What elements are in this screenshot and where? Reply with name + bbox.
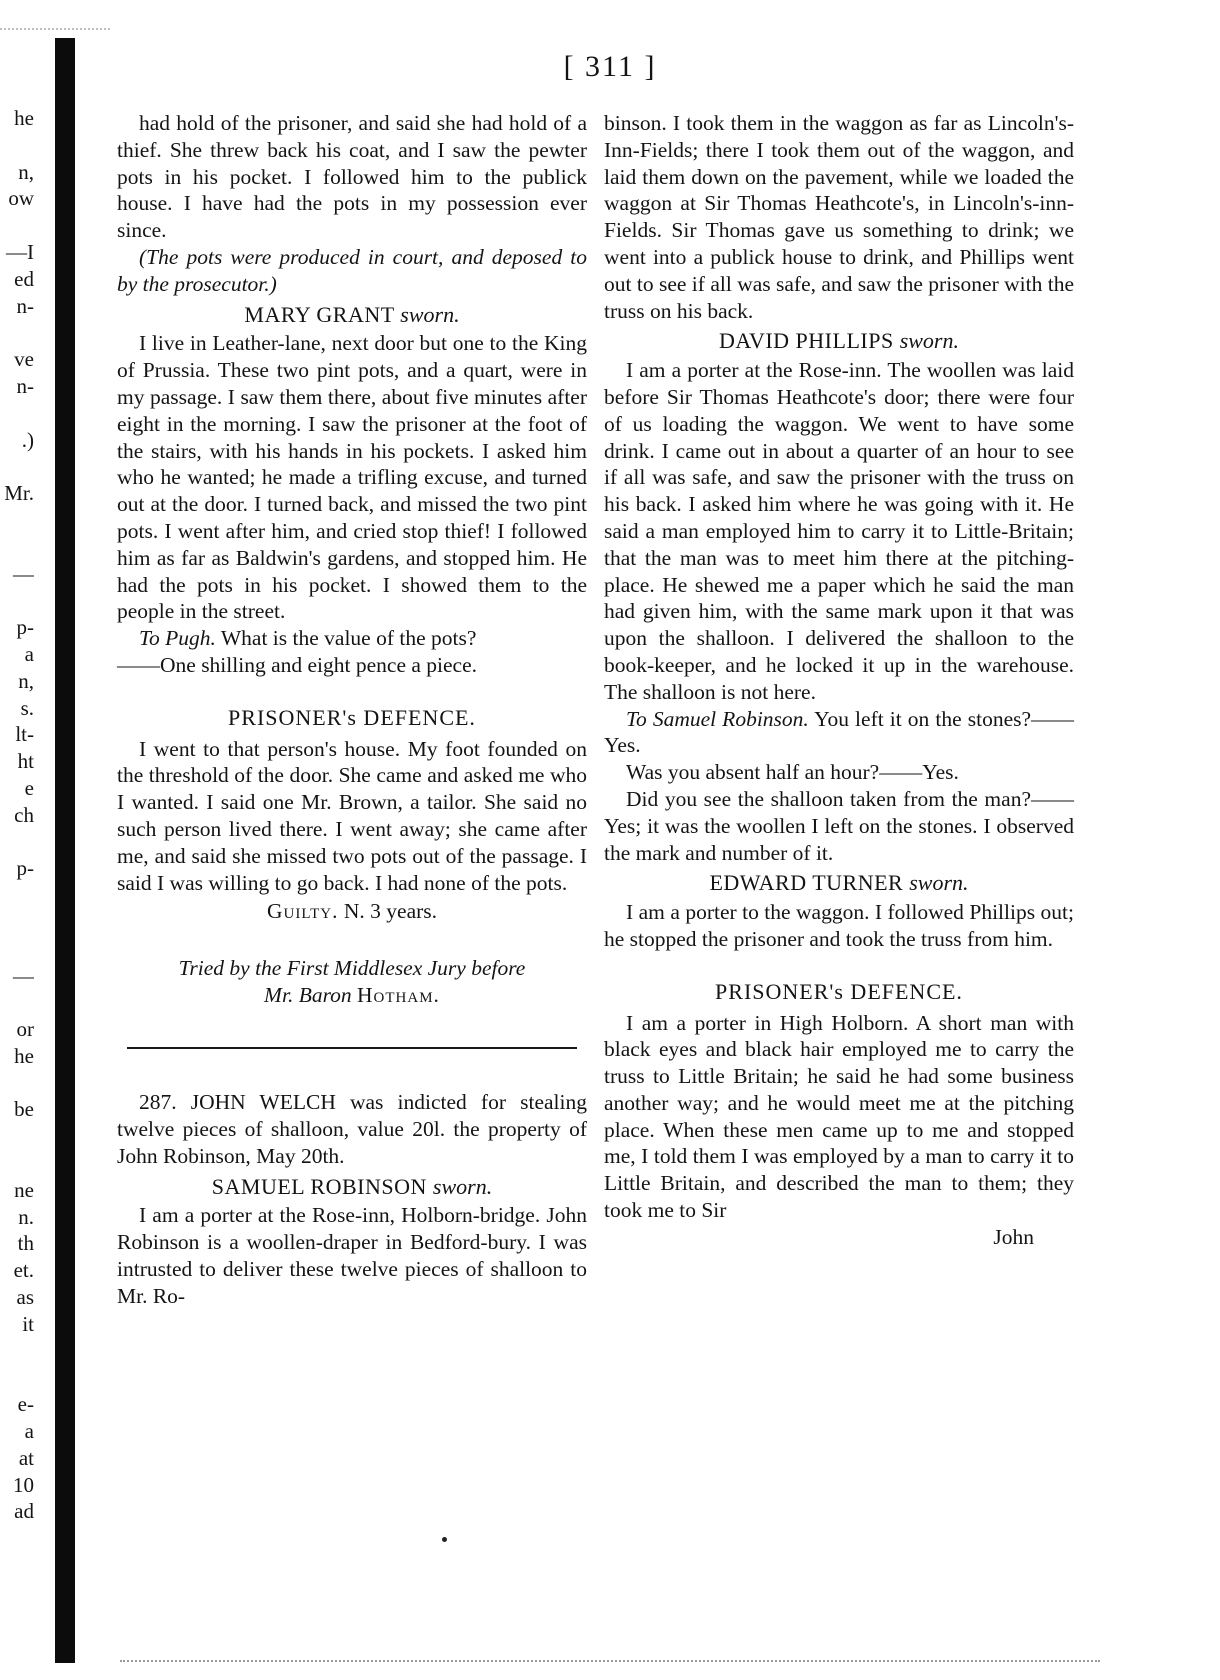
gutter-fragment: s.	[20, 695, 34, 720]
question	[604, 706, 1074, 760]
gutter-fragment	[0, 1338, 34, 1365]
question-lead: To Samuel Robinson.	[626, 706, 809, 731]
question-text: You left it on the stones?——Yes.	[604, 706, 1075, 758]
question-text: What is the value of the pots?	[220, 626, 477, 651]
gutter-fragment: ht	[17, 749, 34, 774]
sentence: N. 3 years.	[343, 899, 438, 924]
ink-dot	[442, 1537, 447, 1542]
gutter-fragment: ne	[14, 1177, 34, 1202]
tried-by	[117, 955, 587, 1009]
answer: ——One shilling and eight pence a piece.	[117, 652, 478, 677]
question-lead: To Pugh.	[139, 626, 216, 651]
gutter-fragment: Mr.	[4, 481, 34, 506]
gutter-fragment	[0, 212, 34, 239]
gutter-fragment: a	[24, 641, 34, 666]
testimony: I live in Leather-lane, next door but one to the King of Prussia. These two pint pots, and a quart, were in my passage. I saw them there, about five minutes after eight in the morning. I saw the prisoner at the foot of the stairs, with his hands in his pockets. I asked him who he wanted; he made a trifling excuse, and turned out at the door. I turned back, and missed the two pint pots. I went after him, and cried stop thief! I followed him as far as Baldwin's gardens, and stopped him. He had the pots in his pocket. I showed them to the people in the street.	[117, 331, 587, 624]
tried-line	[117, 982, 587, 1009]
gutter-fragment: or	[16, 1017, 34, 1042]
witness-name: EDWARD TURNER	[709, 870, 904, 896]
testimony: I am a porter to the waggon. I followed Phillips out; he stopped the prisoner and took the truss from him.	[604, 900, 1074, 951]
witness-heading	[604, 870, 1074, 897]
gutter-fragment: a	[24, 1419, 34, 1444]
adjacent-page-gutter	[0, 105, 34, 1525]
right-column	[604, 110, 1074, 1251]
left-column	[117, 110, 587, 1309]
gutter-fragment	[0, 989, 34, 1016]
gutter-fragment: at	[18, 1445, 34, 1470]
defence-heading: PRISONER's DEFENCE.	[715, 978, 963, 1004]
gutter-fragment: e-	[17, 1392, 34, 1417]
gutter-fragment: n.	[18, 1204, 34, 1229]
sworn-label: sworn.	[909, 870, 969, 896]
paragraph: had hold of the prisoner, and said she had hold of a thief. She threw back his coat, and I saw the pewter pots in his pocket. I followed him to the publick house. I have had the pots in my possession ever since.	[117, 111, 587, 243]
sworn-label: sworn.	[899, 328, 959, 354]
sworn-label: sworn.	[432, 1173, 493, 1199]
gutter-fragment: —I	[6, 239, 34, 264]
gutter-fragment: p-	[16, 856, 34, 881]
gutter-fragment	[0, 1070, 34, 1097]
gutter-fragment: he	[14, 106, 34, 130]
gutter-fragment	[0, 453, 34, 480]
gutter-fragment	[0, 534, 34, 561]
sworn-label: sworn.	[400, 301, 460, 327]
gutter-fragment: 10	[13, 1472, 34, 1497]
gutter-fragment	[0, 132, 34, 159]
gutter-fragment: ad	[14, 1499, 34, 1524]
gutter-fragment: —	[13, 561, 34, 586]
gutter-fragment	[0, 882, 34, 909]
catchword: John	[993, 1224, 1034, 1249]
verdict-word: Guilty.	[266, 899, 339, 924]
witness-name: SAMUEL ROBINSON	[211, 1173, 427, 1199]
gutter-fragment: be	[14, 1097, 34, 1122]
gutter-fragment	[0, 829, 34, 856]
defendant-name: JOHN WELCH	[190, 1090, 336, 1115]
defence-text: I am a porter in High Holborn. A short man with black eyes and black hair employed me to carry the truss to Little Britain; he said he had some business another way; and he would meet me at the pitching place. When these men came up to me and stopped me, I told them I was employed by a man to carry it to Little Britain, and described the man to them; they took me to Sir	[604, 1010, 1074, 1223]
case-number: 287.	[139, 1090, 177, 1115]
witness-heading	[604, 328, 1074, 355]
gutter-fragment: ch	[14, 802, 34, 827]
gutter-fragment: th	[17, 1231, 34, 1256]
gutter-fragment	[0, 1364, 34, 1391]
witness-heading	[117, 302, 587, 329]
gutter-fragment	[0, 1150, 34, 1177]
gutter-fragment: n,	[18, 159, 34, 184]
gutter-fragment: n,	[18, 668, 34, 693]
witness-heading	[117, 1174, 587, 1201]
defence-text: I went to that person's house. My foot founded on the threshold of the door. She came and asked me who I wanted. I said one Mr. Brown, a tailor. She said no such person lived there. I went away; she came after me, and said she missed two pots out of the passage. I said I was willing to go back. I had none of the pots.	[117, 736, 587, 895]
scan-noise-bottom	[120, 1660, 1100, 1662]
testimony: I am a porter at the Rose-inn, Holborn-bridge. John Robinson is a woollen-draper in Bedford-bury. I was intrusted to deliver these twelve pieces of shalloon to Mr. Ro-	[117, 1203, 587, 1308]
judge-name: Hotham.	[357, 983, 440, 1008]
gutter-fragment: —	[13, 963, 34, 988]
judge-title: Mr. Baron	[264, 983, 352, 1008]
defence-heading: PRISONER's DEFENCE.	[228, 704, 476, 730]
gutter-fragment: p-	[16, 615, 34, 640]
testimony: I am a porter at the Rose-inn. The woollen was laid before Sir Thomas Heathcote's door; there were four of us loading the waggon. We went to have some drink. I came out in about a quarter of an hour to see if all was safe, and saw the prisoner with the truss on his back. I asked him where he was going with it. He said a man employed him to carry it to Little-Britain; that the man was to meet him there at the pitching-place. He shewed me a paper which he said the man had given him, with the same mark upon it that was upon the shalloon. I delivered the shalloon to the book-keeper, and he locked it up in the warehouse. The shalloon is not here.	[604, 358, 1074, 704]
gutter-fragment: it	[22, 1311, 34, 1336]
gutter-fragment: he	[14, 1043, 34, 1068]
witness-name: DAVID PHILLIPS	[719, 328, 894, 354]
section-divider	[127, 1047, 577, 1049]
question	[117, 625, 587, 652]
gutter-fragment: ed	[14, 266, 34, 291]
gutter-fragment: .)	[21, 427, 34, 452]
gutter-fragment	[0, 507, 34, 534]
gutter-fragment: n-	[16, 293, 34, 318]
gutter-fragment	[0, 400, 34, 427]
gutter-fragment	[0, 1123, 34, 1150]
tried-line: Tried by the First Middlesex Jury before	[178, 956, 526, 981]
case-indictment	[117, 1089, 587, 1169]
binding-shadow	[55, 38, 75, 1663]
gutter-fragment: ow	[8, 186, 34, 211]
witness-name: MARY GRANT	[244, 301, 395, 327]
gutter-fragment: ve	[14, 347, 34, 372]
gutter-fragment: et.	[13, 1258, 34, 1283]
question: Did you see the shalloon taken from the man?——Yes; it was the woollen I left on the stones. I observed the mark and number of it.	[604, 786, 1074, 865]
indictment-text: was indicted for stealing twelve pieces of shalloon, value 20l. the property of John Robinson, May 20th.	[117, 1090, 587, 1168]
paragraph: binson. I took them in the waggon as far as Lincoln's-Inn-Fields; there I took them out of the waggon, and laid them down on the pavement, while we loaded the waggon at Sir Thomas Heathcote's, in Lincoln's-inn-Fields. Sir Thomas gave us something to drink; we went into a publick house to drink, and Phillips went out to see if all was safe, and saw the prisoner with the truss on his back.	[604, 111, 1074, 323]
question: Was you absent half an hour?——Yes.	[626, 760, 959, 785]
gutter-fragment: e	[24, 775, 34, 800]
gutter-fragment: n-	[16, 373, 34, 398]
gutter-fragment	[0, 936, 34, 963]
court-note: (The pots were produced in court, and deposed to by the prosecutor.)	[117, 244, 587, 296]
page-number: [ 311 ]	[563, 50, 657, 83]
gutter-fragment: lt-	[15, 722, 34, 747]
gutter-fragment	[0, 909, 34, 936]
scan-noise-top	[0, 28, 110, 30]
gutter-fragment	[0, 587, 34, 614]
gutter-fragment	[0, 319, 34, 346]
gutter-fragment: as	[16, 1285, 34, 1310]
verdict	[117, 898, 587, 925]
